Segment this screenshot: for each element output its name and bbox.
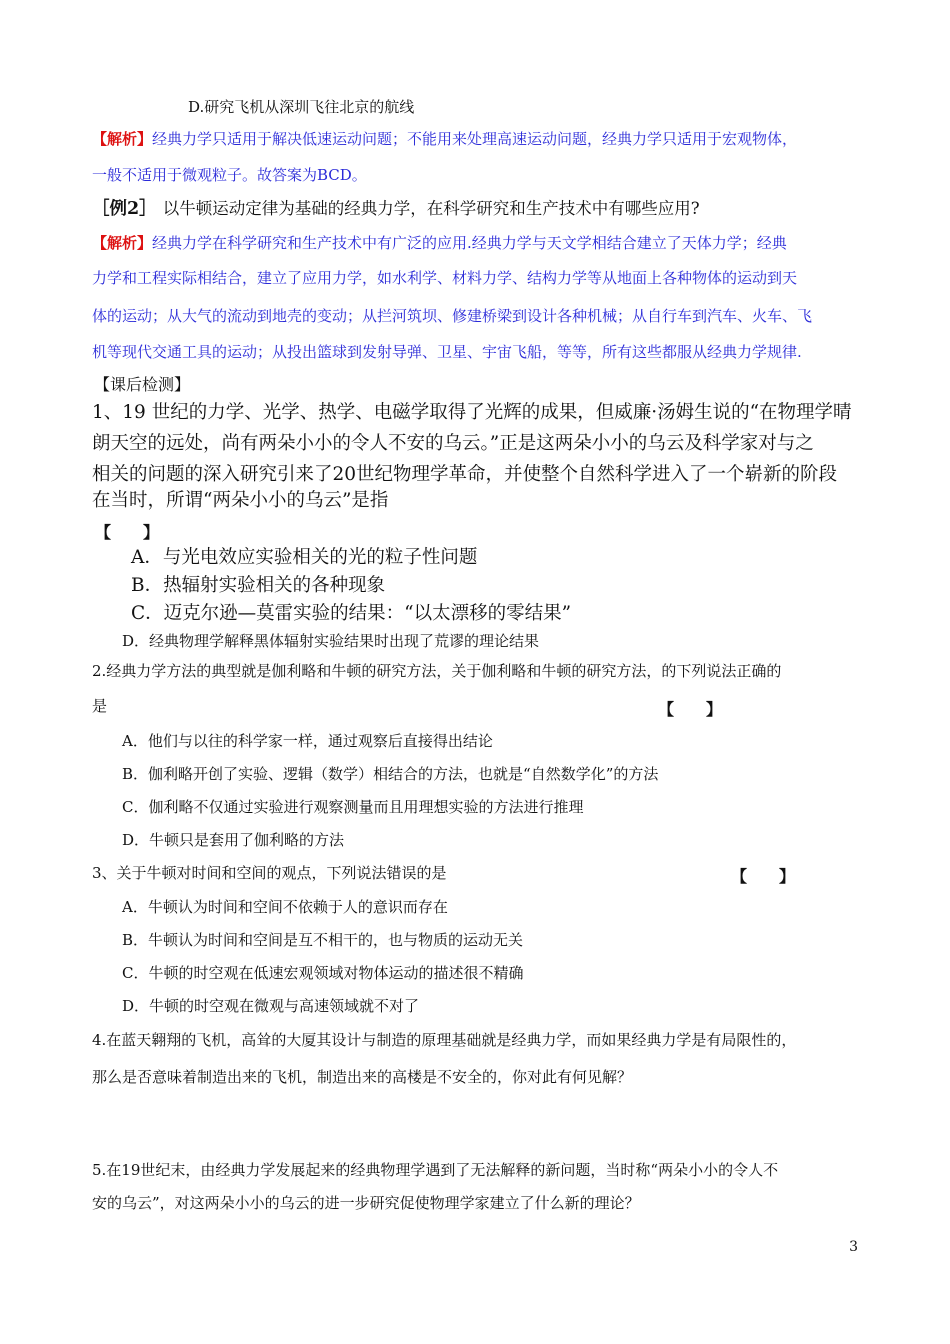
analysis-label: 【解析】 bbox=[92, 234, 153, 252]
analysis-1-line-2: 一般不适用于微观粒子。故答案为BCD。 bbox=[92, 166, 367, 184]
question-2-option-c: C．伽利略不仅通过实验进行观察测量而且用理想实验的方法进行推理 bbox=[122, 798, 584, 816]
question-2-option-a: A．他们与以往的科学家一样，通过观察后直接得出结论 bbox=[122, 732, 493, 750]
question-3-answer-bracket: 【 】 bbox=[731, 867, 796, 886]
question-3-option-a: A．牛顿认为时间和空间不依赖于人的意识而存在 bbox=[122, 898, 448, 916]
question-1-option-a: A．与光电效应实验相关的光的粒子性问题 bbox=[131, 547, 478, 568]
question-2-option-d: D．牛顿只是套用了伽利略的方法 bbox=[122, 831, 345, 849]
question-3-option-c: C．牛顿的时空观在低速宏观领域对物体运动的描述很不精确 bbox=[122, 964, 524, 982]
question-2-line-2: 是 bbox=[92, 697, 108, 715]
analysis-1-line-1 bbox=[92, 132, 797, 147]
previous-question-option-d: D.研究飞机从深圳飞往北京的航线 bbox=[188, 98, 415, 116]
analysis-1-text: 经典力学只适用于解决低速运动问题；不能用来处理高速运动问题，经典力学只适用于宏观物体， bbox=[152, 130, 798, 148]
example-2-question: 以牛顿运动定律为基础的经典力学，在科学研究和生产技术中有哪些应用? bbox=[162, 199, 700, 218]
question-5-line-1: 5.在19世纪末，由经典力学发展起来的经典物理学遇到了无法解释的新问题，当时称“两朵小小的令人不 bbox=[92, 1161, 779, 1179]
example-2 bbox=[92, 201, 700, 219]
question-2-answer-bracket: 【 】 bbox=[658, 700, 723, 719]
question-5-line-2: 安的乌云”，对这两朵小小的乌云的进一步研究促使物理学家建立了什么新的理论？ bbox=[92, 1194, 640, 1212]
example-2-label: ［例2］ bbox=[92, 199, 157, 219]
question-4-line-2: 那么是否意味着制造出来的飞机，制造出来的高楼是不安全的，你对此有何见解？ bbox=[92, 1068, 633, 1086]
page-number: 3 bbox=[849, 1239, 858, 1255]
question-3-line-1: 3、关于牛顿对时间和空间的观点，下列说法错误的是 bbox=[92, 864, 447, 882]
analysis-2-line-3: 体的运动；从大气的流动到地壳的变动；从拦河筑坝、修建桥梁到设计各种机械；从自行车到汽车、火车、飞 bbox=[92, 307, 813, 325]
analysis-2-text: 经典力学在科学研究和生产技术中有广泛的应用.经典力学与天文学相结合建立了天体力学；经典 bbox=[152, 234, 787, 252]
analysis-label: 【解析】 bbox=[92, 130, 153, 148]
question-2-option-b: B．伽利略开创了实验、逻辑（数学）相结合的方法，也就是“自然数学化”的方法 bbox=[122, 765, 659, 783]
question-1-line-1: 1、19 世纪的力学、光学、热学、电磁学取得了光辉的成果，但威廉·汤姆生说的“在物理学晴 bbox=[92, 402, 852, 423]
question-1-line-3: 相关的问题的深入研究引来了20世纪物理学革命，并使整个自然科学进入了一个崭新的阶段 bbox=[92, 464, 838, 485]
question-1-option-b: B．热辐射实验相关的各种现象 bbox=[131, 575, 386, 596]
analysis-2-line-1 bbox=[92, 236, 787, 251]
question-3-option-d: D．牛顿的时空观在微观与高速领域就不对了 bbox=[122, 997, 420, 1015]
question-1-option-c: C．迈克尔逊—莫雷实验的结果：“以太漂移的零结果” bbox=[131, 603, 572, 624]
analysis-2-line-2: 力学和工程实际相结合，建立了应用力学，如水利学、材料力学、结构力学等从地面上各种物体的运动到天 bbox=[92, 269, 798, 287]
question-1-line-4: 在当时，所谓“两朵小小的乌云”是指 bbox=[92, 490, 389, 511]
question-2-line-1: 2.经典力学方法的典型就是伽利略和牛顿的研究方法，关于伽利略和牛顿的研究方法，的下列说法正确的 bbox=[92, 662, 782, 680]
question-3-option-b: B．牛顿认为时间和空间是互不相干的，也与物质的运动无关 bbox=[122, 931, 524, 949]
question-1-option-d: D．经典物理学解释黑体辐射实验结果时出现了荒谬的理论结果 bbox=[122, 632, 540, 650]
section-title: 【课后检测】 bbox=[94, 375, 191, 394]
analysis-2-line-4: 机等现代交通工具的运动；从投出篮球到发射导弹、卫星、宇宙飞船，等等，所有这些都服从经典力学规律. bbox=[92, 343, 802, 361]
question-1-answer-bracket: 【 】 bbox=[95, 523, 160, 542]
question-4-line-1: 4.在蓝天翱翔的飞机，高耸的大厦其设计与制造的原理基础就是经典力学，而如果经典力学是有局限性的， bbox=[92, 1031, 797, 1049]
question-1-line-2: 朗天空的远处，尚有两朵小小的令人不安的乌云。”正是这两朵小小的乌云及科学家对与之 bbox=[92, 433, 814, 454]
